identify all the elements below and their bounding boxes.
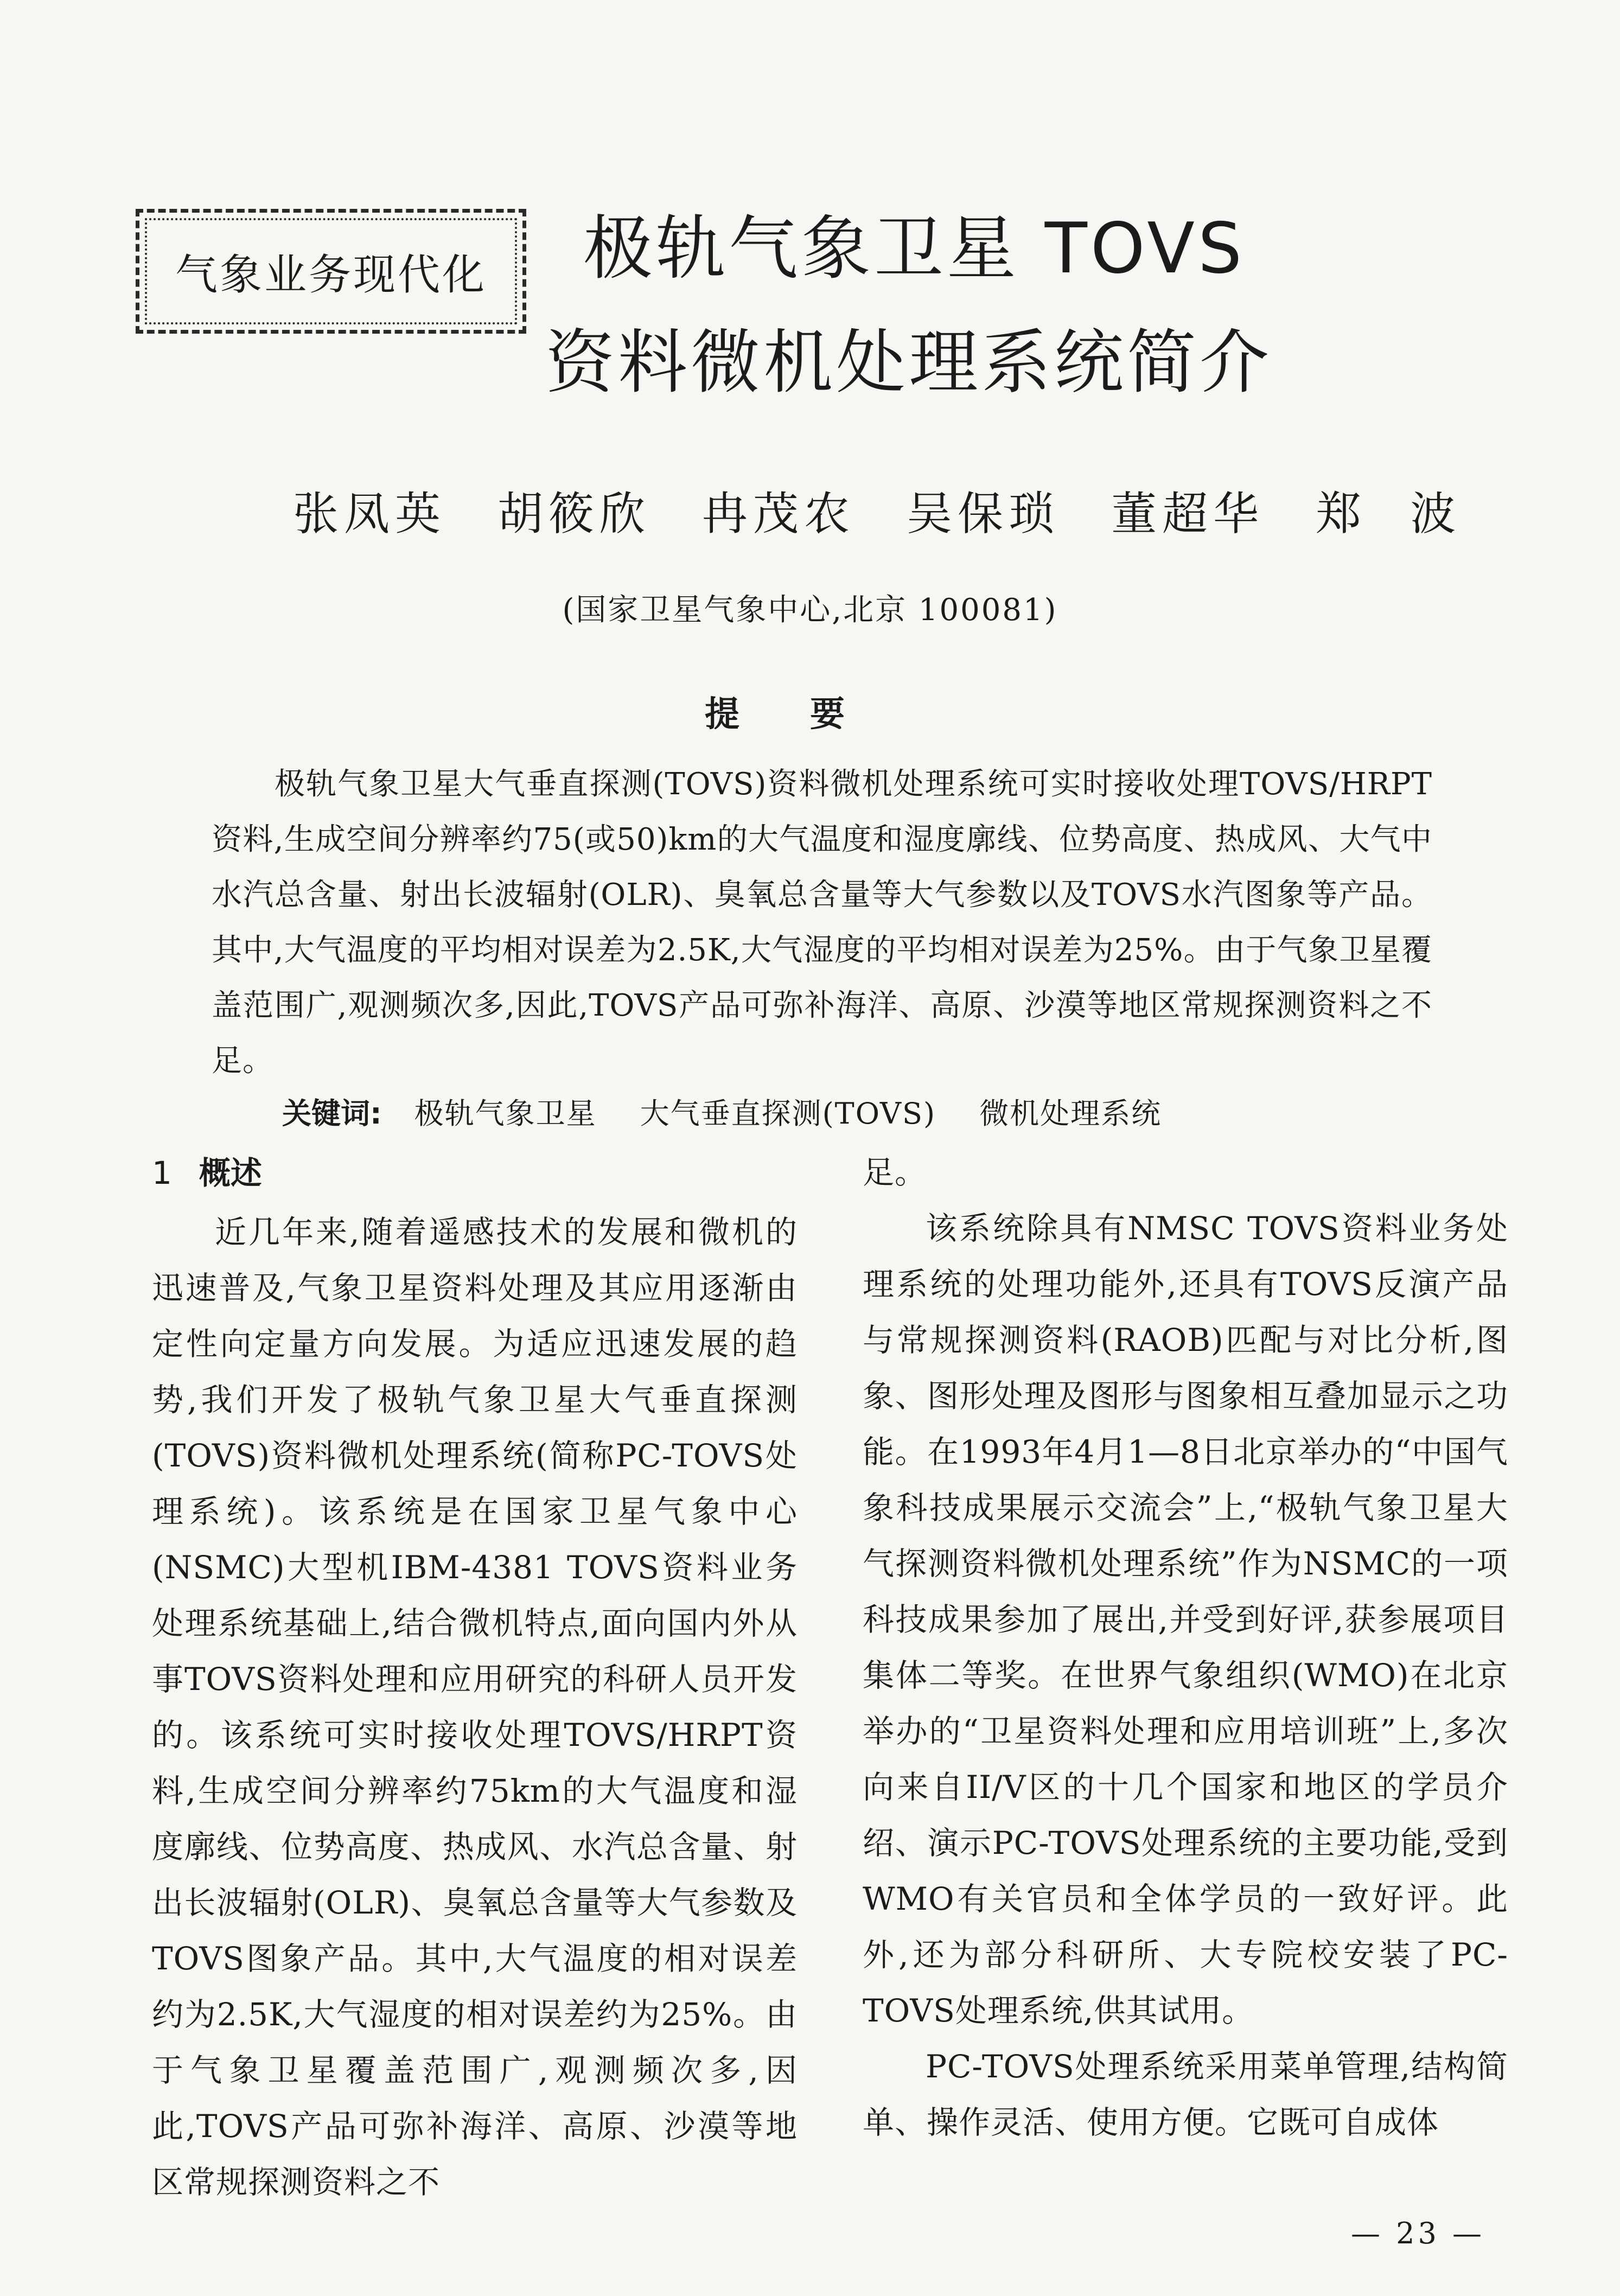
author-name: 郑波 (1316, 487, 1505, 540)
section-title: 概述 (199, 1155, 262, 1191)
column-tag-box (136, 209, 526, 334)
body-paragraph: 足。 (863, 1154, 927, 1191)
author-name: 冉茂农 (702, 487, 856, 540)
affiliation: (国家卫星气象中心,北京 100081) (562, 592, 1058, 628)
section-number: 1 (152, 1155, 172, 1191)
article-title-line-2: 资料微机处理系统简介 (545, 322, 1273, 403)
keywords-line (282, 1090, 1421, 1132)
column-tag-label: 气象业务现代化 (145, 218, 517, 324)
abstract-body: 极轨气象卫星大气垂直探测(TOVS)资料微机处理系统可实时接收处理TOVS/HRPT资料,生成空间分辨率约75(或50)km的大气温度和湿度廓线、位势高度、热成风、大气中水汽总含量、射出长波辐射(OLR)、臭氧总含量等大气参数以及TOVS水汽图象等产品。其中,大气温度的平均相对误差为2.5K,大气湿度的平均相对误差为25%。由于气象卫星覆盖范围广,观测频次多,因此,TOVS产品可弥补海洋、高原、沙漠等地区常规探测资料之不足。 (212, 767, 1432, 1079)
article-title-line-1: 极轨气象卫星 TOVS (583, 208, 1246, 289)
body-paragraph: 近几年来,随着遥感技术的发展和微机的迅速普及,气象卫星资料处理及其应用逐渐由定性向定量方向发展。为适应迅速发展的趋势,我们开发了极轨气象卫星大气垂直探测(TOVS)资料微机处理系统(简称PC-TOVS处理系统)。该系统是在国家卫星气象中心(NSMC)大型机IBM-4381 TOVS资料业务处理系统基础上,结合微机特点,面向国内外从事TOVS资料处理和应用研究的科研人员开发的。该系统可实时接收处理TOVS/HRPT资料,生成空间分辨率约75km的大气温度和湿度廓线、位势高度、热成风、水汽总含量、射出长波辐射(OLR)、臭氧总含量等大气参数及TOVS图象产品。其中,大气温度的相对误差约为2.5K,大气湿度的相对误差约为25%。由于气象卫星覆盖范围广,观测频次多,因此,TOVS产品可弥补海洋、高原、沙漠等地区常规探测资料之不 (152, 1214, 798, 2201)
keyword: 大气垂直探测(TOVS) (640, 1096, 936, 1131)
left-column (152, 1204, 798, 2210)
body-paragraph: 该系统除具有NMSC TOVS资料业务处理系统的处理功能外,还具有TOVS反演产品与常规探测资料(RAOB)匹配与对比分析,图象、图形处理及图形与图象相互叠加显示之功能。在1993年4月1—8日北京举办的“中国气象科技成果展示交流会”上,“极轨气象卫星大气探测资料微机处理系统”作为NSMC的一项科技成果参加了展出,并受到好评,获参展项目集体二等奖。在世界气象组织(WMO)在北京举办的“卫星资料处理和应用培训班”上,多次向来自II/V区的十几个国家和地区的学员介绍、演示PC-TOVS处理系统的主要功能,受到WMO有关官员和全体学员的一致好评。此外,还为部分科研所、大专院校安装了PC-TOVS处理系统,供其试用。 (863, 1210, 1508, 2029)
keywords-label: 关键词: (282, 1096, 382, 1131)
author-name: 胡筱欣 (498, 487, 651, 540)
author-list (293, 477, 1505, 543)
abstract-heading: 提要 (705, 694, 915, 735)
keyword: 极轨气象卫星 (414, 1096, 597, 1131)
author-name: 董超华 (1111, 487, 1265, 540)
page-number: — 23 — (1351, 2216, 1485, 2250)
section-heading (152, 1147, 262, 1193)
body-paragraph: PC-TOVS处理系统采用菜单管理,结构简单、操作灵活、使用方便。它既可自成体 (863, 2048, 1508, 2141)
keyword: 微机处理系统 (979, 1096, 1162, 1131)
author-name: 张凤英 (293, 487, 447, 540)
right-column (863, 1145, 1508, 2151)
author-name: 吴保琐 (907, 487, 1060, 540)
